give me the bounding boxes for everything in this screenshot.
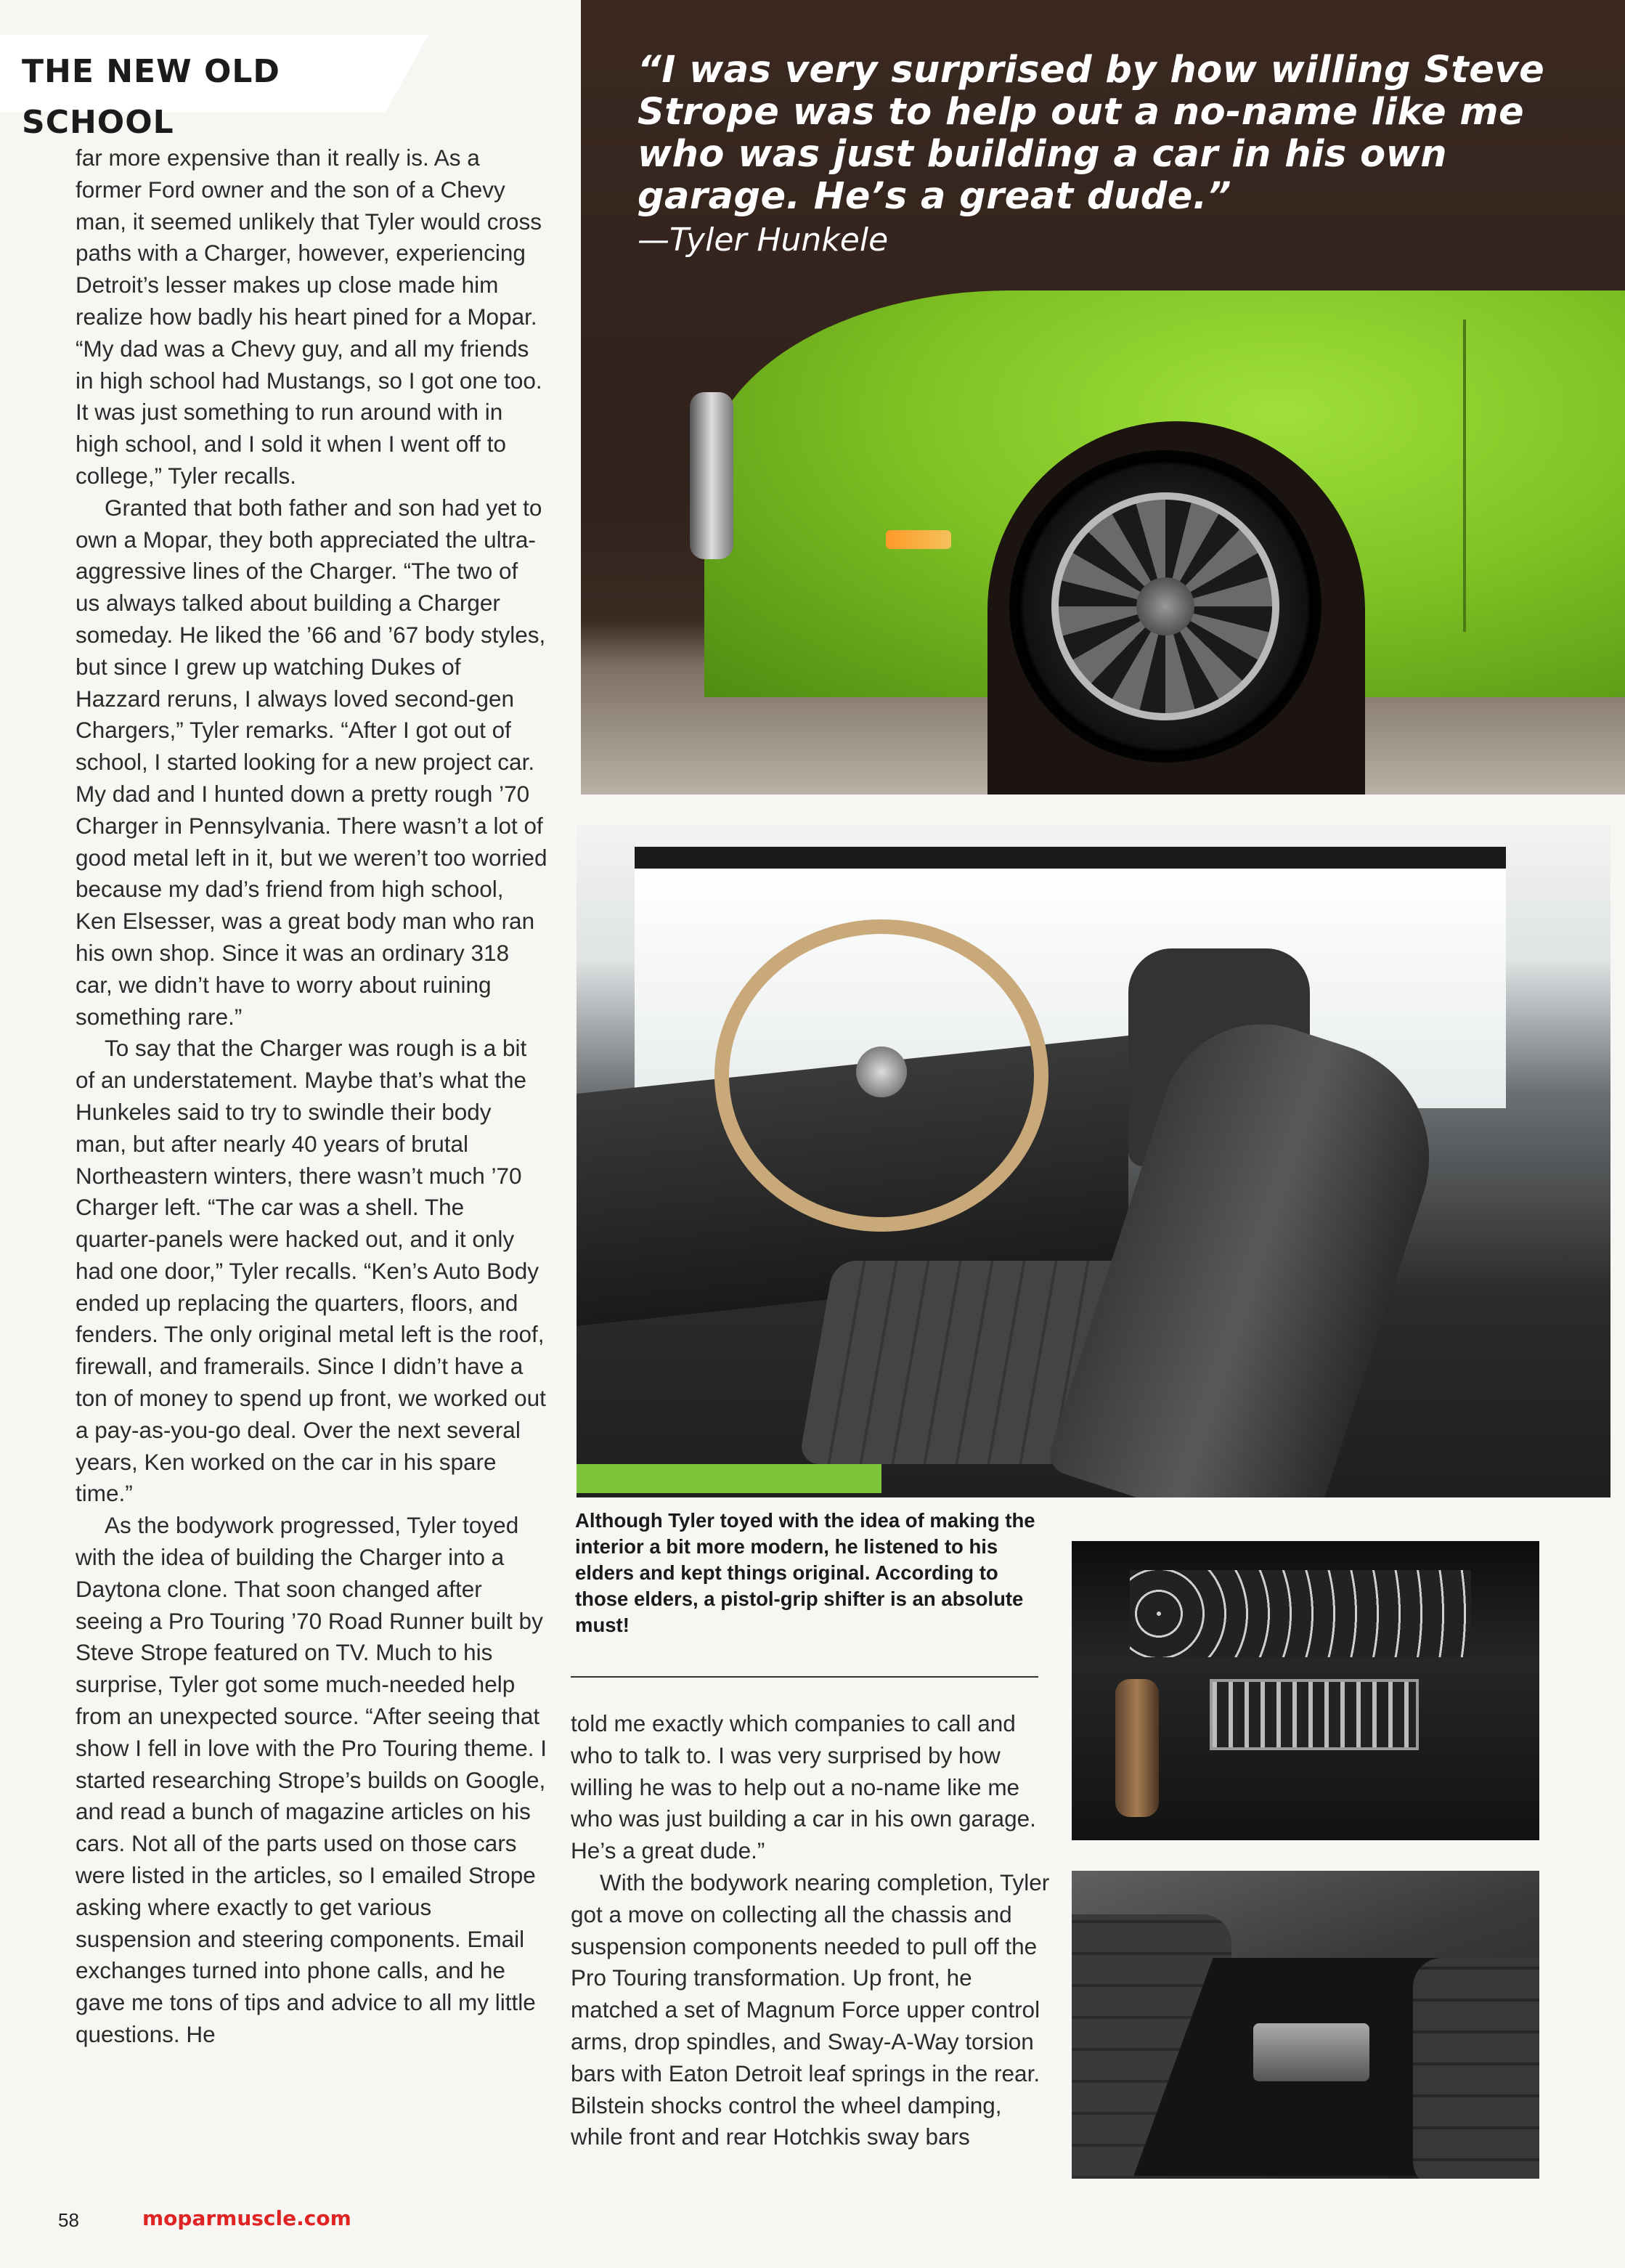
article-middle-column bbox=[571, 1708, 1050, 2153]
interior-photo bbox=[577, 825, 1610, 1497]
dash-vent bbox=[1210, 1679, 1419, 1750]
photo-caption: Although Tyler toyed with the idea of making the interior a bit more modern, he listened to his elders and kept things original. According to those elders, a pistol-grip shifter is an absolute must! bbox=[575, 1509, 1035, 1636]
side-marker-light bbox=[886, 530, 951, 549]
article-paragraph: As the bodywork progressed, Tyler toyed with the idea of building the Charger into a Daytona clone. That soon changed after seeing a Pro Touring ’70 Road Runner built by Steve Strope featured on TV. Much to his surprise, Tyler got some much-needed help from an unexpected source. “After seeing that show I fell in love with the Pro Touring theme. I started researching Strope’s builds on Google, and read a bunch of magazine articles on his cars. Not all of the parts used on those cars were listed in the articles, so I emailed Strope asking where exactly to get various suspension and steering components. Email exchanges turned into phone calls, and he gave me tons of tips and advice to all my little questions. He bbox=[76, 1512, 547, 2048]
gauge-cluster bbox=[1130, 1570, 1471, 1657]
pistol-grip-shifter bbox=[1115, 1679, 1159, 1817]
footer-website: moparmuscle.com bbox=[142, 2206, 351, 2230]
page-number: 58 bbox=[58, 2209, 79, 2231]
column-divider bbox=[571, 1676, 1038, 1678]
article-left-column bbox=[76, 142, 547, 2051]
pull-quote-attribution: —Tyler Hunkele bbox=[638, 221, 889, 259]
article-paragraph: told me exactly which companies to call and who to talk to. I was very surprised by how willing he was to help out a no-name like me who was just building a car in his own garage. He’s a great dude.” bbox=[571, 1710, 1036, 1864]
wheel-hub bbox=[1136, 577, 1194, 635]
article-paragraph: With the bodywork nearing completion, Tyler got a move on collecting all the chassis and suspension components needed to pull off the Pro Touring transformation. Up front, he matched a set of Magnum Force upper control arms, drop spindles, and Sway-A-Way torsion bars with Eaton Detroit leaf springs in the rear. Bilstein shocks control the wheel damping, while front and rear Hotchkis sway bars bbox=[571, 1869, 1050, 2150]
steering-hub bbox=[856, 1046, 907, 1097]
console-radio bbox=[1253, 2023, 1369, 2081]
article-paragraph: far more expensive than it really is. As a former Ford owner and the son of a Chevy man, it seemed unlikely that Tyler would cross paths with a Charger, however, experiencing Detroit’s lesser makes up close made him realize how badly his heart pined for a Mopar. “My dad was a Chevy guy, and all my friends in high school had Mustangs, so I got one too. It was just something to run around with in high school, and I sold it when I went off to college,” Tyler recalls. bbox=[76, 145, 542, 489]
car-bumper bbox=[690, 392, 733, 559]
green-sill bbox=[577, 1464, 881, 1493]
right-seat bbox=[1413, 1958, 1539, 2179]
car-door-seam bbox=[1463, 320, 1466, 632]
pull-quote: “I was very surprised by how willing Steve Strope was to help out a no-name like me who was just building a car in his own garage. He’s a great dude.” bbox=[638, 49, 1545, 218]
dash-detail-photo bbox=[1072, 1541, 1539, 1840]
console-detail-photo bbox=[1072, 1871, 1539, 2179]
section-title: THE NEW OLD SCHOOL bbox=[22, 53, 280, 141]
article-paragraph: To say that the Charger was rough is a bit of an understatement. Maybe that’s what the Hunkeles said to try to swindle their body man, but after nearly 40 years of brutal Northeastern winters, there wasn’t much ’70 Charger left. “The car was a shell. The quarter-panels were hacked out, and it only had one door,” Tyler recalls. “Ken’s Auto Body ended up replacing the quarters, floors, and fenders. The only original metal left is the roof, firewall, and framerails. Since I didn’t have a ton of money to spend up front, we worked out a pay-as-you-go deal. Over the next several years, Ken worked on the car in his spare time.” bbox=[76, 1035, 546, 1507]
article-paragraph: Granted that both father and son had yet to own a Mopar, they both appreciated the ultra-aggressive lines of the Charger. “The two of us always talked about building a Charger someday. He liked the ’66 and ’67 body styles, but since I grew up watching Dukes of Hazzard reruns, I always loved second-gen Chargers,” Tyler remarks. “After I got out of school, I started looking for a new project car. My dad and I hunted down a pretty rough ’70 Charger in Pennsylvania. There wasn’t a lot of good metal left in it, but we weren’t too worried because my dad’s friend from high school, Ken Elsesser, was a great body man who ran his own shop. Since it was an ordinary 318 car, we didn’t have to worry about ruining something rare.” bbox=[76, 494, 547, 1030]
